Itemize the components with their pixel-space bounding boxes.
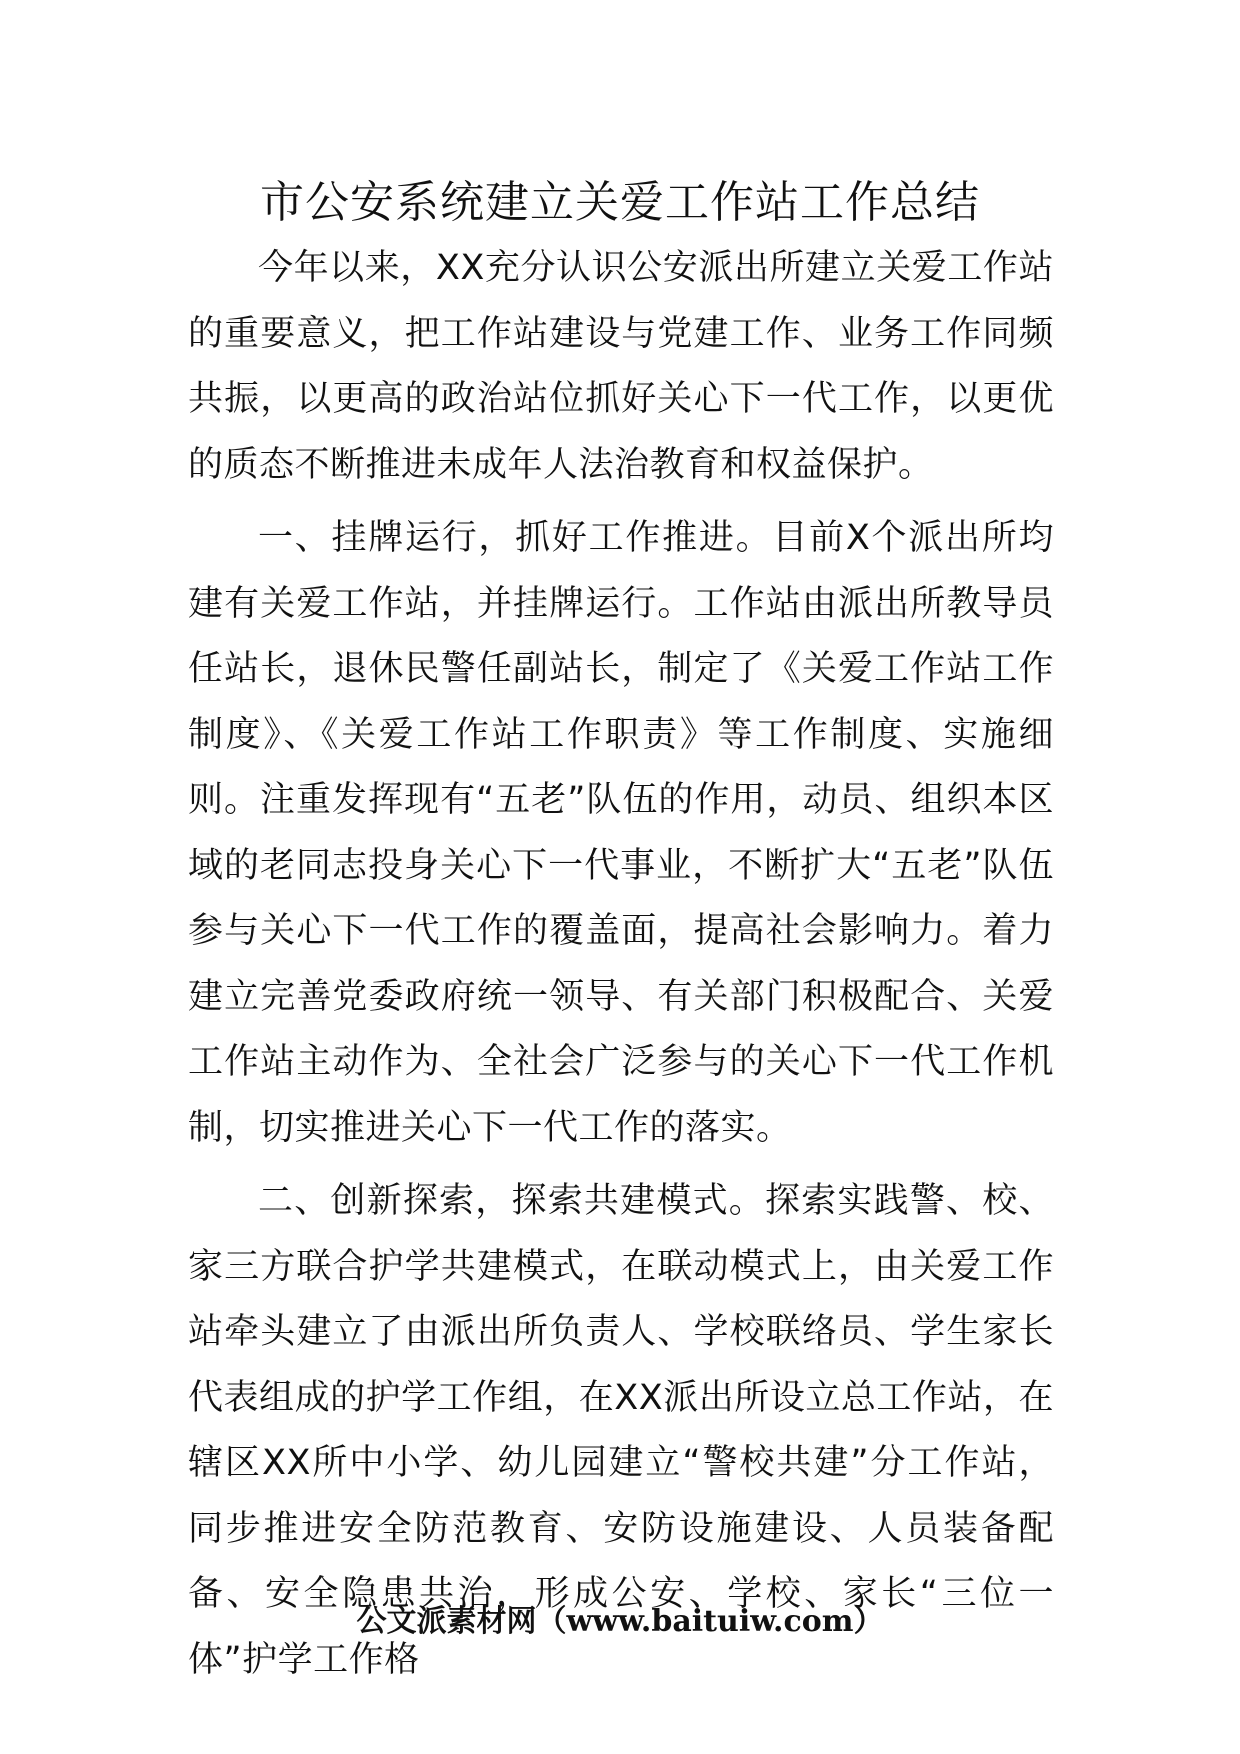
paragraph-section-1: 一、挂牌运行，抓好工作推进。目前X个派出所均建有关爱工作站，并挂牌运行。工作站由派出所教导员任站长，退休民警任副站长，制定了《关爱工作站工作制度》、《关爱工作站工作职责》等工作制度、实施细则。注重发挥现有“五老”队伍的作用，动员、组织本区域的老同志投身关心下一代事业，不断扩大“五老”队伍参与关心下一代工作的覆盖面，提高社会影响力。着力建立完善党委政府统一领导、有关部门积极配合、关爱工作站主动作为、全社会广泛参与的关心下一代工作机制，切实推进关心下一代工作的落实。 bbox=[188, 518, 1054, 1148]
document-title: 市公安系统建立关爱工作站工作总结 bbox=[260, 177, 980, 228]
paragraph-section-2: 二、创新探索，探索共建模式。探索实践警、校、家三方联合护学共建模式，在联动模式上，由关爱工作站牵头建立了由派出所负责人、学校联络员、学生家长代表组成的护学工作组，在XX派出所设立总工作站，在辖区XX所中小学、幼儿园建立“警校共建”分工作站，同步推进安全防范教育、安防设施建设、人员装备配备、安全隐患共治，形成公安、学校、家长“三位一体”护学工作格 bbox=[188, 1181, 1054, 1680]
paragraph-intro: 今年以来，XX充分认识公安派出所建立关爱工作站的重要意义，把工作站建设与党建工作、业务工作同频共振，以更高的政治站位抓好关心下一代工作，以更优的质态不断推进未成年人法治教育和权益保护。 bbox=[188, 248, 1054, 485]
document-body bbox=[188, 236, 1054, 1693]
footer-watermark-source: 公文派素材网（www.baituiw.com） bbox=[356, 1604, 884, 1639]
